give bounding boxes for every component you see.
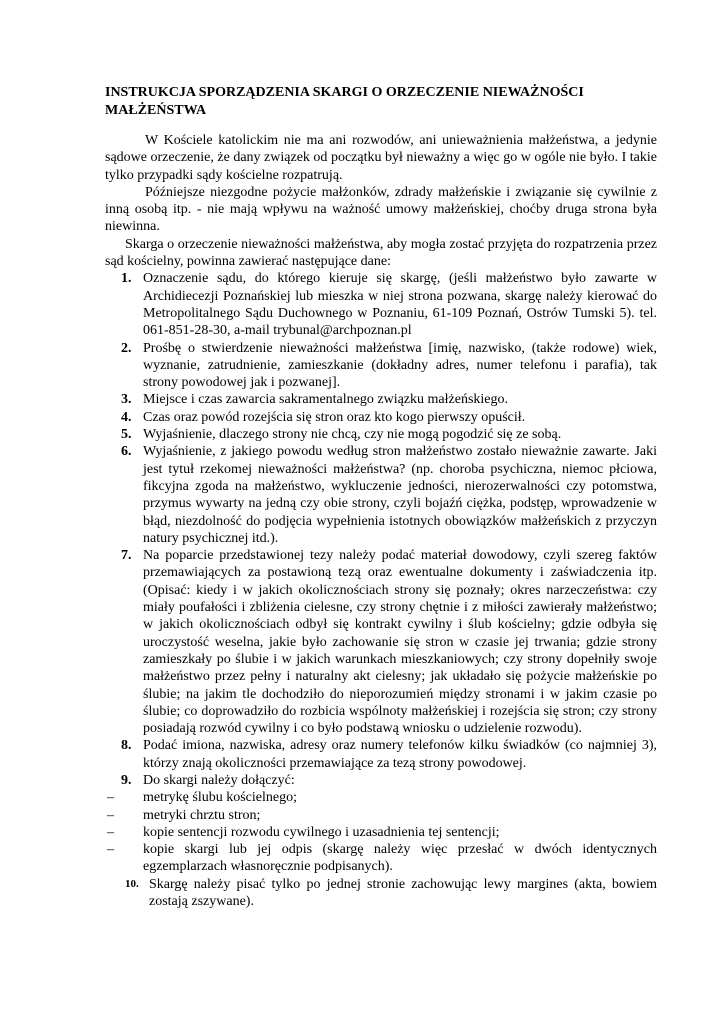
- item-text: Wyjaśnienie, dlaczego strony nie chcą, czy nie mogą pogodzić się ze sobą.: [143, 427, 562, 443]
- attachment-item: [105, 789, 657, 806]
- list-item: [105, 737, 657, 772]
- list-item: [105, 391, 657, 408]
- attachment-item: [105, 824, 657, 841]
- attachment-item: [105, 807, 657, 824]
- attachment-text: kopie sentencji rozwodu cywilnego i uzasadnienia tej sentencji;: [143, 824, 500, 840]
- item-text: Podać imiona, nazwiska, adresy oraz numery telefonów kilku świadków (co najmniej 3), którzy znają okoliczności przemawiające za tezą strony powodowej.: [143, 738, 657, 771]
- attachment-item: [105, 841, 657, 876]
- item-number: 4.: [121, 409, 132, 425]
- item-text: Do skargi należy dołączyć:: [143, 772, 295, 788]
- requirements-list: [105, 270, 657, 789]
- dash-bullet: –: [107, 807, 114, 823]
- item-text: Skargę należy pisać tylko po jednej stronie zachowując lewy margines (akta, bowiem zostają zszywane).: [149, 876, 657, 910]
- item-number: 6.: [121, 444, 132, 460]
- item-number: 7.: [121, 548, 132, 564]
- item-number: 2.: [121, 340, 132, 356]
- item-number: 10.: [125, 877, 139, 890]
- item-text: Czas oraz powód rozejścia się stron oraz kto kogo pierwszy opuścił.: [143, 409, 526, 425]
- list-item: [105, 547, 657, 737]
- item-text: Oznaczenie sądu, do którego kieruje się skargę, (jeśli małżeństwo było zawarte w Archidiecezji Poznańskiej lub mieszka w niej strona pozwana, skargę należy kierować do Metropolitalnego Sądu Duchownego w Poznaniu, 61-109 Poznań, Ostrów Tumski 5). tel. 061-851-28-30, a-mail trybunal@archpoznan.pl: [143, 271, 657, 339]
- second-paragraph: Późniejsze niezgodne pożycie małżonków, zdrady małżeńskie i związanie się cywilnie z inną osobą itp. - nie mają wpływu na ważność umowy małżeńskiej, choćby druga strona była niewinna.: [105, 184, 657, 235]
- list-item: [105, 340, 657, 392]
- dash-bullet: –: [107, 842, 114, 858]
- final-list: [105, 876, 657, 911]
- item-number: 3.: [121, 392, 132, 408]
- list-item: [105, 772, 657, 789]
- dash-bullet: –: [107, 790, 114, 806]
- document-title: INSTRUKCJA SPORZĄDZENIA SKARGI O ORZECZENIE NIEWAŻNOŚCI MAŁŻEŃSTWA: [105, 85, 584, 118]
- requirements-paragraph: Skarga o orzeczenie nieważności małżeństwa, aby mogła zostać przyjęta do rozpatrzenia przez sąd kościelny, powinna zawierać następujące dane:: [105, 236, 657, 270]
- dash-bullet: –: [107, 824, 114, 840]
- list-item: [105, 443, 657, 547]
- item-number: 8.: [121, 738, 132, 754]
- list-item: [105, 270, 657, 339]
- list-item: [105, 426, 657, 443]
- intro-paragraph: W Kościele katolickim nie ma ani rozwodów, ani unieważnienia małżeństwa, a jedynie sądowe orzeczenie, że dany związek od początku był nieważny a więc go w ogóle nie było. I takie tylko przypadki sądy kościelne rozpatrują.: [105, 133, 657, 183]
- item-text: Miejsce i czas zawarcia sakramentalnego związku małżeńskiego.: [143, 392, 508, 408]
- attachment-text: kopie skargi lub jej odpis (skargę należy więc przesłać w dwóch identycznych egzemplarzach własnoręcznie podpisanych).: [143, 842, 657, 875]
- item-number: 1.: [121, 271, 132, 287]
- item-text: Na poparcie przedstawionej tezy należy podać materiał dowodowy, czyli szereg faktów przemawiających za postawioną tezą oraz ewentualne dokumenty i zaświadczenia itp. (Opisać: kiedy i w jakich okolicznościach strony się poznały; okres narzeczeństwa: czy miały poufałości i zbliżenia cielesne, czy strony chętnie i z miłości zawierały małżeństwo; w jakich okolicznościach odbył się kontrakt cywilny i ślub kościelny; gdzie odbyła się uroczystość weselna, jakie było zachowanie się stron w czasie jej trwania; gdzie strony zamieszkały po ślubie i w jakich warunkach mieszkaniowych; czy strony dopełniły swoje małżeństwo przez pełny i naturalny akt cielesny; jak układało się pożycie małżeńskie po ślubie; na jakim tle dochodziło do nieporozumień między stronami i w jakim czasie po ślubie; co doprowadziło do rozbicia wspólnoty małżeńskiej i rozejścia się stron; czy strony posiadają rozwód cywilny i co było podstawą wniosku o udzielenie rozwodu).: [143, 548, 657, 737]
- attachment-text: metryki chrztu stron;: [143, 807, 261, 823]
- item-number: 9.: [121, 772, 132, 788]
- document-content: [105, 84, 657, 910]
- attachments-list: [105, 789, 657, 875]
- list-item: [105, 409, 657, 426]
- item-text: Wyjaśnienie, z jakiego powodu według stron małżeństwo zostało nieważnie zawarte. Jaki jest tytuł rzekomej nieważności małżeństwa? (np. choroba psychiczna, niemoc płciowa, fikcyjna zgoda na małżeństwo, wykluczenie jedności, nierozerwalności czy potomstwa, przymus wywarty na jedną czy obie strony, czyli bojaźń ciężka, podstęp, wprowadzenie w błąd, niezdolność do podjęcia wypełnienia istotnych obowiązków małżeńskich z przyczyn natury psychicznej itd.).: [143, 444, 657, 546]
- item-text: Prośbę o stwierdzenie nieważności małżeństwa [imię, nazwisko, (także rodowe) wiek, wyznanie, zatrudnienie, zamieszkanie (dokładny adres, numer telefonu i parafia), tak strony powodowej jak i pozwanej].: [143, 340, 657, 391]
- list-item: [105, 876, 657, 911]
- attachment-text: metrykę ślubu kościelnego;: [143, 790, 297, 806]
- item-number: 5.: [121, 427, 132, 443]
